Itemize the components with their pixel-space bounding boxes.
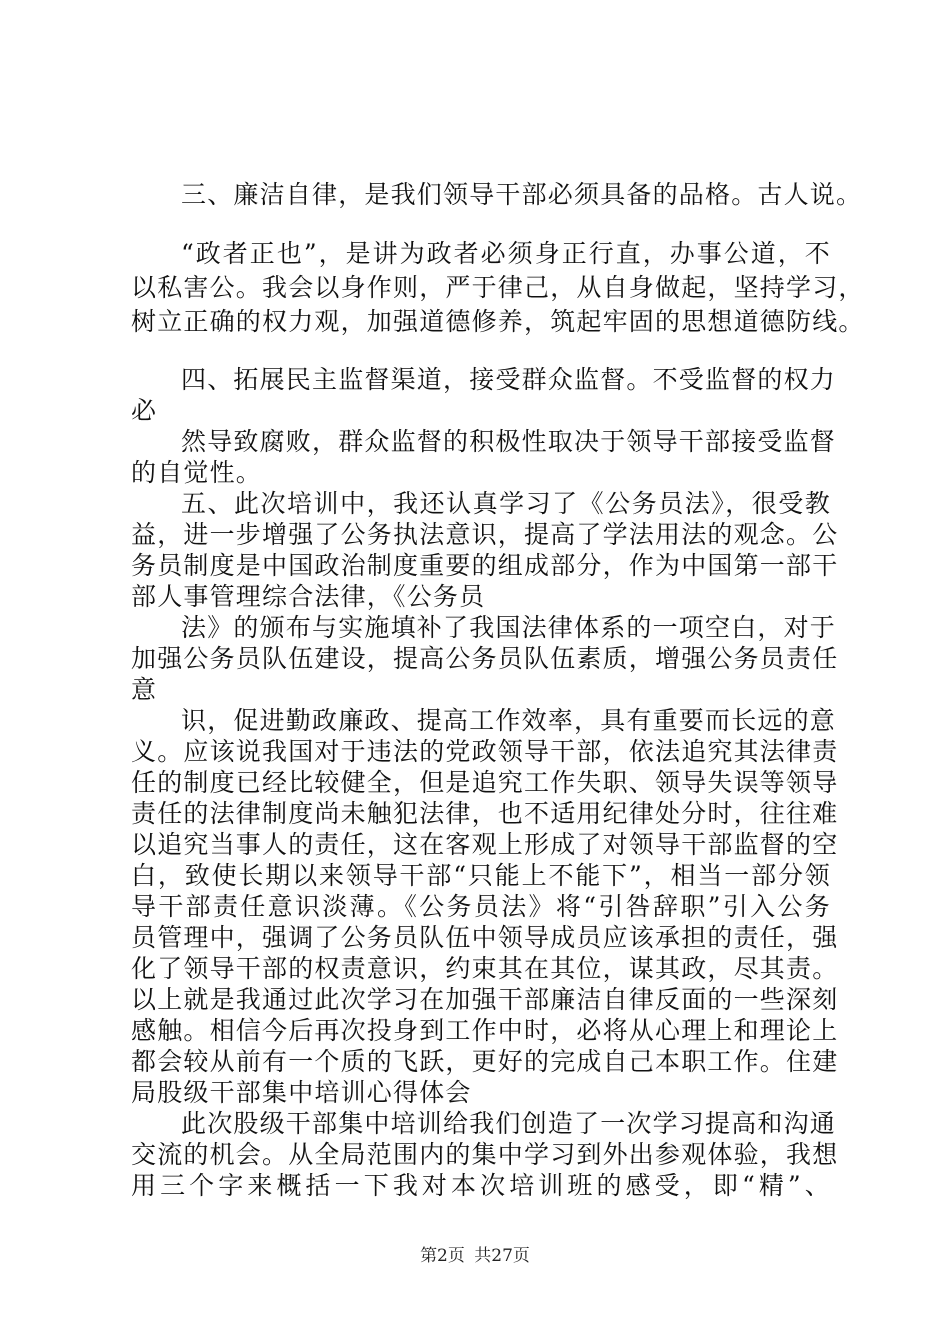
page-number: 第2页: [420, 1246, 465, 1266]
paragraph-6-line-3: 用三个字来概括一下我对本次培训班的感受，即“精”、: [131, 1171, 831, 1200]
paragraph-5-line-18: 感触。相信今后再次投身到工作中时，必将从心理上和理论上: [131, 1016, 839, 1045]
paragraph-5-line-5: 法》的颁布与实施填补了我国法律体系的一项空白，对于: [181, 613, 837, 642]
paragraph-4-line-4: 的自觉性。: [131, 458, 263, 487]
paragraph-3-line-3: 以私害公。我会以身作则，严于律己，从自身做起，坚持学习，: [131, 273, 865, 302]
paragraph-5-line-15: 员管理中，强调了公务员队伍中领导成员应该承担的责任，强: [131, 923, 839, 952]
paragraph-5-line-16: 化了领导干部的权责意识，约束其在其位，谋其政，尽其责。: [131, 954, 839, 983]
paragraph-5-line-1: 五、此次培训中，我还认真学习了《公务员法》，很受教: [181, 489, 831, 518]
paragraph-5-line-9: 义。应该说我国对于违法的党政领导干部，依法追究其法律责: [131, 737, 839, 766]
paragraph-5-line-4: 部人事管理综合法律，《公务员: [131, 582, 486, 611]
paragraph-5-line-6: 加强公务员队伍建设，提高公务员队伍素质，增强公务员责任: [131, 644, 839, 673]
paragraph-5-line-12: 以追究当事人的责任，这在客观上形成了对领导干部监督的空: [131, 830, 839, 859]
paragraph-5-line-3: 务员制度是中国政治制度重要的组成部分，作为中国第一部干: [131, 551, 839, 580]
paragraph-5-line-11: 责任的法律制度尚未触犯法律，也不适用纪律处分时，往往难: [131, 799, 839, 828]
paragraph-4-line-3: 然导致腐败，群众监督的积极性取决于领导干部接受监督: [181, 427, 837, 456]
paragraph-5-line-7: 意: [131, 675, 158, 704]
paragraph-4-line-1: 四、拓展民主监督渠道，接受群众监督。不受监督的权力: [181, 365, 837, 394]
paragraph-5-line-2: 益，进一步增强了公务执法意识，提高了学法用法的观念。公: [131, 520, 839, 549]
paragraph-4-line-2: 必: [131, 396, 158, 425]
paragraph-5-line-10: 任的制度已经比较健全，但是追究工作失职、领导失误等领导: [131, 768, 839, 797]
paragraph-6-line-1: 此次股级干部集中培训给我们创造了一次学习提高和沟通: [181, 1109, 837, 1138]
paragraph-5-line-13: 白，致使长期以来领导干部“只能上不能下”，相当一部分领: [131, 861, 831, 890]
paragraph-5-line-19: 都会较从前有一个质的飞跃，更好的完成自己本职工作。住建: [131, 1047, 839, 1076]
paragraph-6-line-2: 交流的机会。从全局范围内的集中学习到外出参观体验，我想: [131, 1140, 839, 1169]
paragraph-3-line-4: 树立正确的权力观，加强道德修养，筑起牢固的思想道德防线。: [131, 307, 865, 336]
paragraph-5-line-14: 导干部责任意识淡薄。《公务员法》将“引咎辞职”引入公务: [131, 892, 831, 921]
paragraph-3-line-1: 三、廉洁自律，是我们领导干部必须具备的品格。古人说。: [181, 180, 863, 209]
paragraph-5-line-17: 以上就是我通过此次学习在加强干部廉洁自律反面的一些深刻: [131, 985, 839, 1014]
paragraph-5-line-8: 识，促进勤政廉政、提高工作效率，具有重要而长远的意: [181, 706, 837, 735]
paragraph-5-line-20: 局股级干部集中培训心得体会: [131, 1078, 472, 1107]
page-total: 共27页: [474, 1246, 530, 1266]
page-footer: [0, 1245, 950, 1267]
paragraph-3-line-2: “政者正也”，是讲为政者必须身正行直，办事公道，不: [181, 239, 831, 268]
